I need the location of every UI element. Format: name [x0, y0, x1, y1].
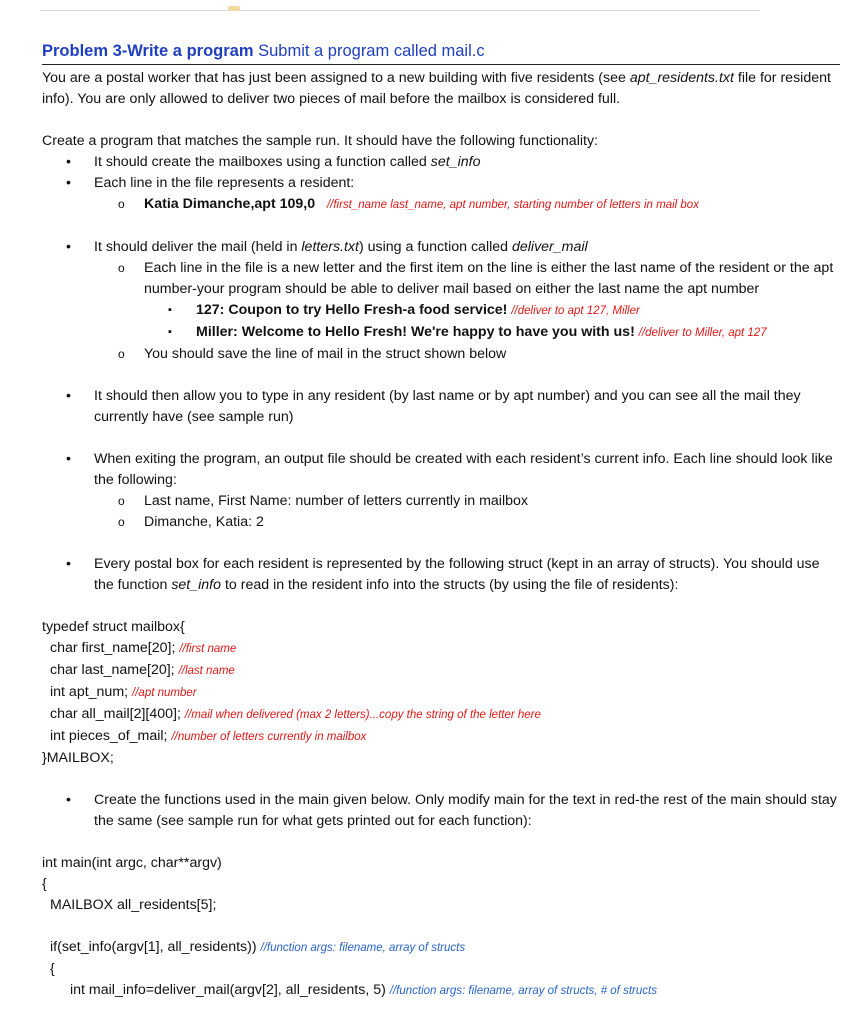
list-item: • When exiting the program, an output file should be created with each resident’s current info. Each line should look like the following:	[42, 449, 840, 491]
problem-title-bold: Problem 3-Write a program	[42, 42, 254, 60]
list-item: • Each line in the file represents a resident:	[42, 173, 840, 194]
list-item: o You should save the line of mail in the struct shown below	[42, 344, 840, 365]
list-item: • It should deliver the mail (held in letters.txt) using a function called deliver_mail	[42, 237, 840, 258]
requirements-list	[42, 152, 840, 216]
struct-code-block: typedef struct mailbox{ char first_name[20]; //first name char last_name[20]; //last name int apt_num; //apt number char all_mail[2][400]; //mail when delivered (max 2 letters)...copy the string of the letter here int pieces_of_mail; //number of letters currently in mailbox }MAILBOX;	[42, 619, 541, 766]
list-item: o Last name, First Name: number of letters currently in mailbox	[42, 491, 840, 512]
main-code-block: int main(int argc, char**argv) { MAILBOX all_residents[5]; if(set_info(argv[1], all_residents)) //function args: filename, array of structs { int mail_info=deliver_mail(argv[2], all_residents, 5) //function args: filename, array of structs, # of structs	[42, 855, 657, 998]
create-line: Create a program that matches the sample run. It should have the following functionality:	[42, 133, 598, 149]
list-item: • Create the functions used in the main given below. Only modify main for the text in red-the rest of the main should stay the same (see sample run for what gets printed out for each function):	[42, 790, 840, 832]
top-rule	[40, 10, 760, 11]
top-marker	[228, 6, 240, 11]
list-item: o Dimanche, Katia: 2	[42, 512, 840, 533]
problem-title	[42, 42, 840, 65]
problem-title-rest: Submit a program called mail.c	[258, 42, 485, 60]
list-item: • It should create the mailboxes using a function called set_info	[42, 152, 840, 173]
list-item: • Every postal box for each resident is represented by the following struct (kept in an array of structs). You should use the function set_info to read in the resident info into the structs (by using the file of residents):	[42, 554, 840, 596]
document-body	[42, 42, 840, 1002]
list-item: o Katia Dimanche,apt 109,0 //first_name last_name, apt number, starting number of letters in mail box	[42, 194, 840, 216]
list-item: ▪ Miller: Welcome to Hello Fresh! We're happy to have you with us! //deliver to Miller, apt 127	[42, 322, 840, 344]
list-item: o Each line in the file is a new letter and the first item on the line is either the last name of the resident or the apt number-your program should be able to deliver mail based on either the last name the apt number	[42, 258, 840, 300]
list-item: • It should then allow you to type in any resident (by last name or by apt number) and you can see all the mail they currently have (see sample run)	[42, 386, 840, 428]
residents-file-name: apt_residents.txt	[629, 70, 734, 86]
intro-paragraph: You are a postal worker that has just been assigned to a new building with five residents (see apt_residents.txt file for resident info). You are only allowed to deliver two pieces of mail before the mailbox is considered full.	[42, 70, 831, 107]
list-item: ▪ 127: Coupon to try Hello Fresh-a food service! //deliver to apt 127, Miller	[42, 300, 840, 322]
